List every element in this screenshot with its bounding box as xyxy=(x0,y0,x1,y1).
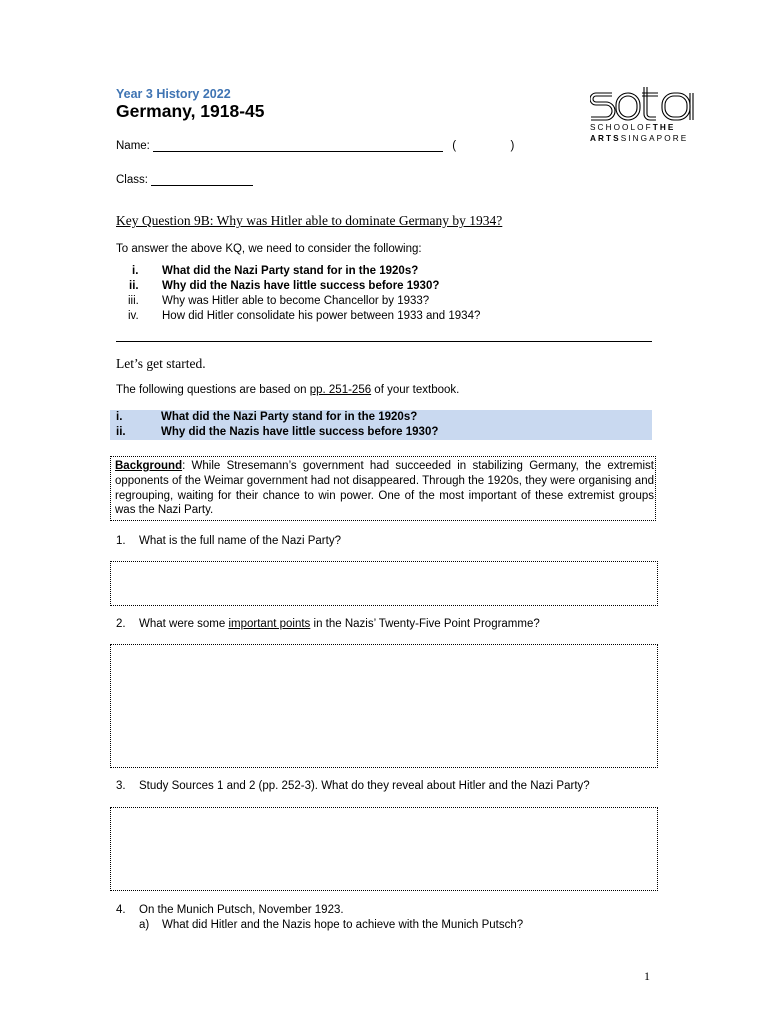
background-label: Background xyxy=(115,460,183,472)
worksheet-subtitle: Year 3 History 2022 xyxy=(116,87,231,101)
intro-text: To answer the above KQ, we need to consider the following: xyxy=(116,243,422,255)
school-logo xyxy=(590,84,706,144)
index-paren-open: ( xyxy=(452,140,457,152)
section-divider xyxy=(116,341,652,342)
page-number: 1 xyxy=(644,969,650,983)
name-field xyxy=(116,140,514,152)
answer-box-3[interactable] xyxy=(110,807,658,891)
list-item: ii. Why did the Nazis have little success before 1930? xyxy=(129,280,440,292)
list-item: iii. Why was Hitler able to become Chancellor by 1933? xyxy=(128,295,430,307)
section-heading: Let’s get started. xyxy=(116,356,206,371)
sota-wordmark xyxy=(590,84,704,122)
list-item: i. What did the Nazi Party stand for in the 1920s? xyxy=(132,265,419,277)
answer-box-2[interactable] xyxy=(110,644,658,768)
page-range: pp. 251-256 xyxy=(309,384,372,396)
list-item: i. What did the Nazi Party stand for in the 1920s? xyxy=(116,411,418,423)
answer-box-1[interactable] xyxy=(110,561,658,606)
key-question: Key Question 9B: Why was Hitler able to dominate Germany by 1934? xyxy=(116,213,503,228)
question-3: 3. Study Sources 1 and 2 (pp. 252-3). What do they reveal about Hitler and the Nazi Party? xyxy=(116,780,590,792)
kq-list xyxy=(116,264,656,324)
important-points-emphasis: important points xyxy=(228,618,311,630)
background-box xyxy=(110,456,656,521)
logo-tagline-1: SCHOOLOFTHE xyxy=(590,123,676,132)
worksheet-title: Germany, 1918-45 xyxy=(116,101,265,121)
background-text: : While Stresemann’s government had succeeded in stabilizing Germany, the extremist opponents of the Weimar government had not disappeared. Through the 1920s, they were organising and regrouping, waiting for their chance to win power. One of the most important of these extremist groups was the Nazi Party. xyxy=(115,460,654,517)
question-4: 4. On the Munich Putsch, November 1923. xyxy=(116,904,344,916)
question-2: 2. What were some important points in the Nazis’ Twenty-Five Point Programme? xyxy=(116,618,540,630)
question-4a: a) What did Hitler and the Nazis hope to achieve with the Munich Putsch? xyxy=(139,919,524,931)
logo-tagline-2: ARTSSINGAPORE xyxy=(590,134,689,143)
class-blank[interactable] xyxy=(151,174,253,186)
class-label: Class: xyxy=(116,174,148,186)
list-item: iv. How did Hitler consolidate his power between 1933 and 1934? xyxy=(128,310,481,322)
index-paren-close: ) xyxy=(510,140,515,152)
question-1: 1. What is the full name of the Nazi Party? xyxy=(116,535,341,547)
list-item: ii. Why did the Nazis have little success before 1930? xyxy=(116,426,439,438)
name-label: Name: xyxy=(116,140,150,152)
textbook-reference: The following questions are based on pp. 251-256 of your textbook. xyxy=(116,384,460,396)
class-field xyxy=(116,174,253,186)
focus-questions-highlight xyxy=(110,410,652,440)
name-blank[interactable] xyxy=(153,140,443,152)
